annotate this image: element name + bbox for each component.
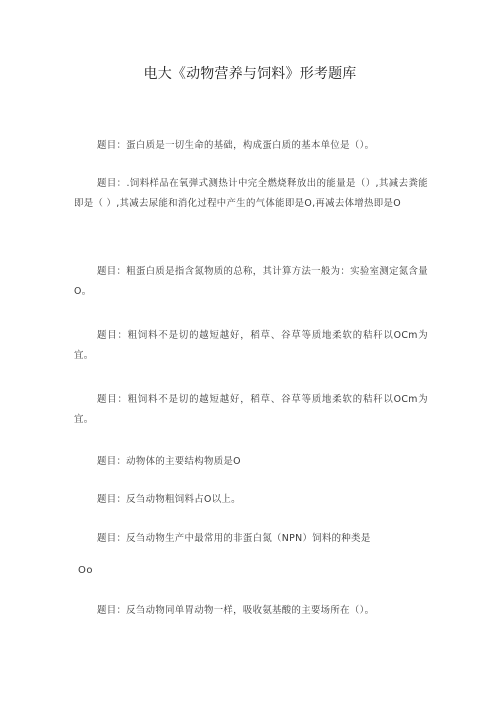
question-7: 题目：反刍动物粗饲料占O以上。 [97, 494, 241, 505]
page-title: 电大《动物营养与饲料》形考题库 [143, 66, 357, 82]
question-2: 题目：.饲料样品在氧弹式测热计中完全燃烧释放出的能量是（）,其减去粪能即是（ ）,其减去尿能和消化过程中产生的气体能即是O,再减去体增热即是O [74, 178, 428, 209]
question-1: 题目：蛋白质是一切生命的基础，构成蛋白质的基本单位是（）。 [97, 140, 375, 151]
answer-fragment: Oo [78, 565, 93, 576]
question-5: 题目：粗饲料不是切的越短越好，稻草、谷草等质地柔软的秸秆以OCm为宜。 [74, 394, 428, 425]
question-3: 题目：粗蛋白质是指含氮物质的总称，其计算方法一般为：实验室测定氮含量O。 [74, 266, 428, 297]
question-6: 题目：动物体的主要结构物质是O [97, 456, 241, 467]
question-4: 题目：粗饲料不是切的越短越好，稻草、谷草等质地柔软的秸秆以OCm为宜。 [74, 330, 428, 361]
question-8: 题目：反刍动物生产中最常用的非蛋白氮（NPN）饲料的种类是 [97, 533, 371, 544]
question-9: 题目：反刍动物同单胃动物一样，吸收氨基酸的主要场所在（）。 [97, 605, 375, 616]
